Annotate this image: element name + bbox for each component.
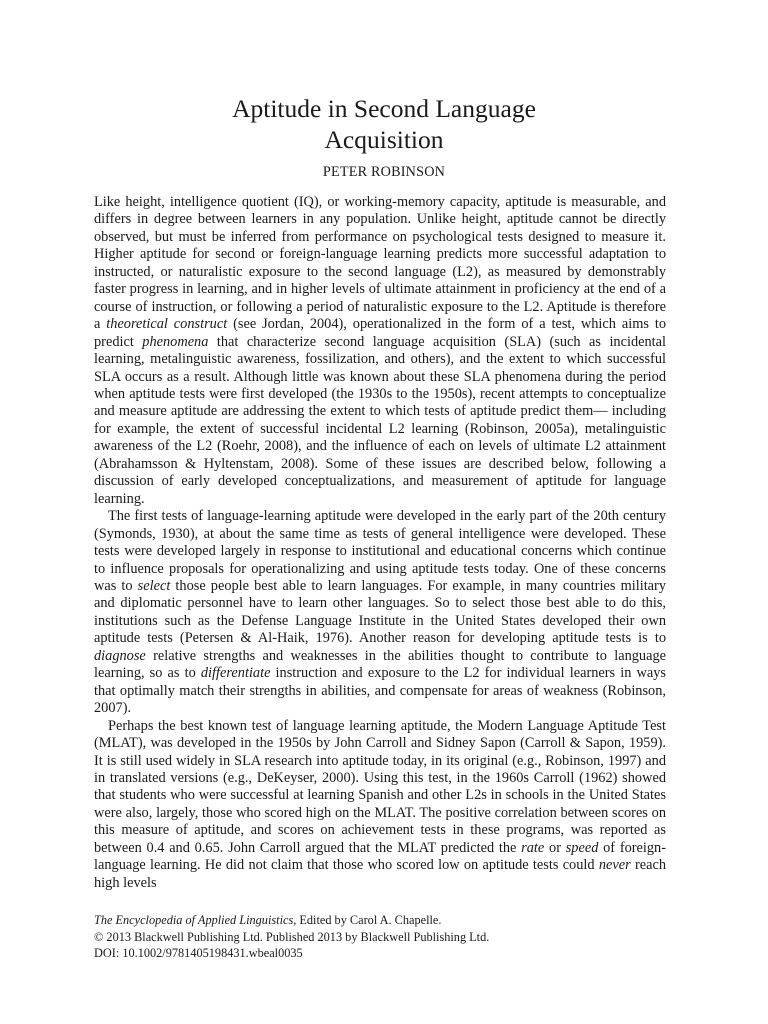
article-title-line-2: Acquisition [324,125,444,154]
paragraph-2 [94,508,666,717]
text-run: relative strengths and weaknesses in the abilities thought to contribute to language learning, so as to [94,647,666,682]
text-run: reach high levels [94,857,666,891]
text-run: that characterize second language acquisition (SLA) (such as incidental learning, metalinguistic awareness, fossilization, and others), and the extent to which successful SLA occurs as a result. Although little was known about these SLA phenomena during the period when aptitude tests were first developed (the 1930s to the 1950s), recent attempts to conceptualize and measure aptitude are addressing the extent to which tests of aptitude predict them— including for example, the extent of successful incidental L2 learning (Robinson, 2005a), metalinguistic awareness of the L2 (Roehr, 2008), and the influence of each on levels of ultimate L2 attainment (Abrahamsson & Hyltenstam, 2008). Some of these issues are described below, following a discussion of early developed conceptualizations, and measurement of aptitude for language learning. [94,333,666,507]
italic-term: rate [521,839,545,856]
text-run: instruction and exposure to the L2 for individual learners in ways that optimally match their strengths in abilities, and compensate for areas of weakness (Robinson, 2007). [94,665,666,717]
italic-term: differentiate [200,665,271,682]
text-run: Like height, intelligence quotient (IQ), or working-memory capacity, aptitude is measurable, and differs in degree between learners in any population. Unlike height, aptitude cannot be directly observed, but must be inferred from performance on psychological tests designed to measure it. Higher aptitude for second or foreign-language learning predicts more successful adaptation to instructed, or naturalistic exposure to the second language (L2), as measured by demonstrably faster progress in learning, and in higher levels of ultimate attainment in proficiency at the end of a course of instruction, or following a period of naturalistic exposure to the L2. Aptitude is therefore a [94,194,666,333]
italic-term: speed [565,839,599,856]
author-name: PETER ROBINSON [322,164,446,180]
text-run: or [544,839,566,856]
encyclopedia-title: The Encyclopedia of Applied Linguistics [94,913,294,927]
citation-footer [94,912,666,962]
doi-line: DOI: 10.1002/9781405198431.wbeal0035 [94,946,303,961]
text-run: (see Jordan, 2004), operationalized in the form of a test, which aims to predict [94,316,667,350]
paragraph-3 [94,718,666,893]
article-title [0,93,768,155]
paragraph-1 [94,194,666,508]
italic-term: theoretical construct [106,316,228,333]
text-run: Perhaps the best known test of language learning aptitude, the Modern Language Aptitude Test (MLAT), was developed in the 1950s by John Carroll and Sidney Sapon (Carroll & Sapon, 1959). It is still used widely in SLA research into aptitude today, in its original (e.g., Robinson, 1997) and in translated versions (e.g., DeKeyser, 2000). Using this test, in the 1960s Carroll (1962) showed that students who were successful at learning Spanish and other L2s in schools in the United States were also, largely, those who scored high on the MLAT. The positive correlation between scores on this measure of aptitude, and scores on achievement tests in these programs, was reported as between 0.4 and 0.65. John Carroll argued that the MLAT predicted the [94,717,666,856]
italic-term: diagnose [94,647,146,664]
italic-term: never [598,857,631,874]
italic-term: phenomena [142,333,209,350]
text-run: of foreign-language learning. He did not claim that those who scored low on aptitude tests could [94,839,667,874]
article-title-line-1: Aptitude in Second Language [232,94,536,123]
editor-credit: , Edited by Carol A. Chapelle. [293,913,442,927]
article-body [94,194,666,892]
italic-term: select [137,577,171,594]
text-run: those people best able to learn languages. For example, in many countries military and diplomatic personnel have to learn other languages. So to select those best able to do this, institutions such as the Defense Language Institute in the United States developed their own aptitude tests (Petersen & Al-Haik, 1976). Another reason for developing aptitude tests is to [94,577,667,647]
citation-source-line [94,912,666,929]
copyright-line: © 2013 Blackwell Publishing Ltd. Published 2013 by Blackwell Publishing Ltd. [94,929,490,944]
text-run: The first tests of language-learning aptitude were developed in the early part of the 20th century (Symonds, 1930), at about the same time as tests of general intelligence were developed. These tests were developed largely in response to institutional and educational concerns which continue to influence proposals for operationalizing and using aptitude tests today. One of these concerns was to [94,508,666,594]
